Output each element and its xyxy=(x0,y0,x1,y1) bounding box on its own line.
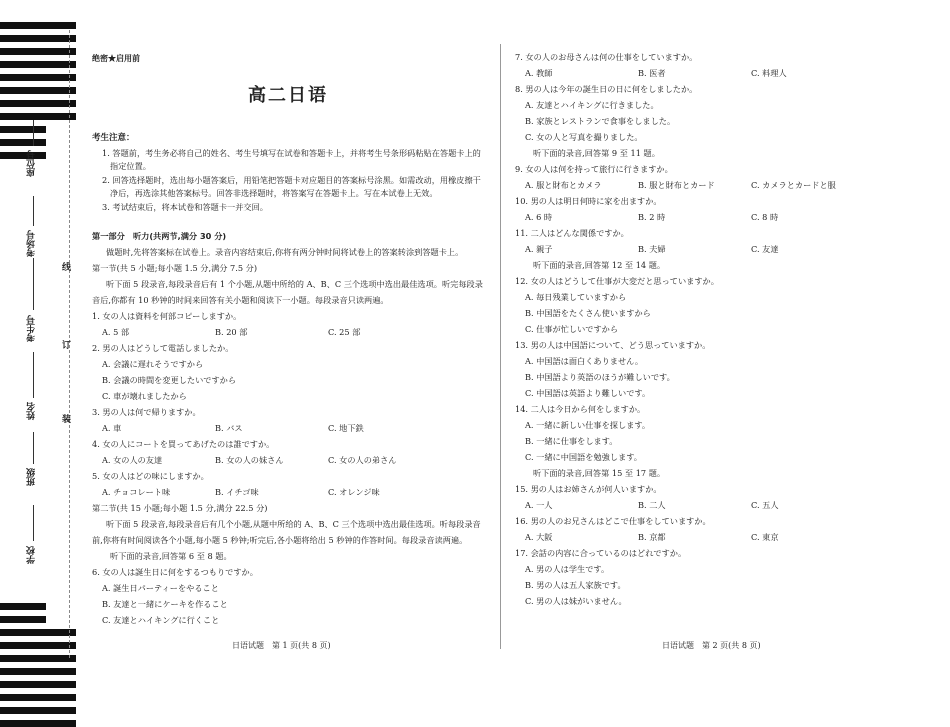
footer-left: 日语试题 第 1 页(共 8 页) xyxy=(232,641,331,650)
answer-option: B. 友達と一緒にケーキを作ること xyxy=(102,599,228,609)
answer-option: A. 毎日残業していますから xyxy=(525,292,627,302)
answer-option: C. 一緒に中国語を勉強します。 xyxy=(525,452,642,462)
answer-option: B. 夫婦 xyxy=(638,244,666,254)
page-title: 高二日语 xyxy=(248,85,328,106)
question-text: 16. 男の人のお兄さんはどこで仕事をしていますか。 xyxy=(515,516,711,526)
answer-option: B. 会議の時間を変更したいですから xyxy=(102,375,237,385)
footer-right: 日语试题 第 2 页(共 8 页) xyxy=(662,641,761,650)
name-label: 姓名 xyxy=(27,402,37,420)
answer-option: B. イチゴ味 xyxy=(215,487,259,497)
answer-option: A. 誕生日パーティーをやること xyxy=(102,583,219,593)
listen-instruction: 听下面的录音,回答第 6 至 8 题。 xyxy=(110,551,232,561)
answer-option: C. 友達とハイキングに行くこと xyxy=(102,615,220,625)
column-divider xyxy=(500,44,501,649)
answer-option: B. 京都 xyxy=(638,532,666,542)
exam-room-label: 考场号 xyxy=(27,230,37,257)
question-6 xyxy=(92,564,484,628)
answer-option: A. 大阪 xyxy=(525,532,553,542)
listen-instruction: 听下面的录音,回答第 9 至 11 题。 xyxy=(533,148,660,158)
option-row xyxy=(515,209,895,225)
answer-option: C. 東京 xyxy=(751,532,779,542)
answer-option: C. 友達 xyxy=(751,244,779,254)
answer-option: C. 五人 xyxy=(751,500,779,510)
school-label: 学校 xyxy=(27,546,37,564)
question-text: 9. 女の人は何を持って旅行に行きますか。 xyxy=(515,164,673,174)
answer-option: C. オレンジ味 xyxy=(328,487,380,497)
question-text: 11. 二人はどんな関係ですか。 xyxy=(515,228,629,238)
option-row xyxy=(92,452,484,468)
question-text: 2. 男の人はどうして電話しましたか。 xyxy=(92,343,234,353)
answer-option: A. 一人 xyxy=(525,500,553,510)
question-text: 17. 会話の内容に合っているのはどれですか。 xyxy=(515,548,687,558)
answer-option: C. 地下鉄 xyxy=(328,423,364,433)
section2-heading: 第二节(共 15 小题;每小题 1.5 分,满分 22.5 分) xyxy=(92,503,268,513)
question-text: 5. 女の人はどの味にしますか。 xyxy=(92,471,209,481)
left-column xyxy=(92,48,484,628)
part1-heading: 第一部分 听力(共两节,满分 30 分) xyxy=(92,231,227,241)
question-text: 14. 二人は今日から何をしますか。 xyxy=(515,404,646,414)
section1-heading: 第一节(共 5 小题;每小题 1.5 分,满分 7.5 分) xyxy=(92,263,258,273)
answer-option: B. 2 時 xyxy=(638,212,666,222)
answer-option: B. 服と財布とカード xyxy=(638,180,715,190)
student-number-label: 考生号 xyxy=(27,315,37,342)
answer-option: C. 中国語は英語より難しいです。 xyxy=(525,388,651,398)
question-text: 3. 男の人は何で帰りますか。 xyxy=(92,407,201,417)
answer-option: B. 医者 xyxy=(638,68,666,78)
option-row xyxy=(92,484,484,500)
answer-option: B. 中国語をたくさん使いますから xyxy=(525,308,651,318)
question-text: 7. 女の人のお母さんは何の仕事をしていますか。 xyxy=(515,52,698,62)
answer-option: A. 会議に遅れそうですから xyxy=(102,359,204,369)
answer-option: A. 教師 xyxy=(525,68,553,78)
answer-option: A. 服と財布とカメラ xyxy=(525,180,602,190)
answer-option: B. 二人 xyxy=(638,500,666,510)
answer-option: C. カメラとカードと服 xyxy=(751,180,836,190)
seat-number-label: 座位号 xyxy=(27,150,37,177)
answer-option: B. 男の人は五人家族です。 xyxy=(525,580,626,590)
option-row xyxy=(515,177,895,193)
answer-option: C. 女の人の弟さん xyxy=(328,455,397,465)
notice-item: 1. 答题前，考生务必将自己的姓名、考生号填写在试卷和答题卡上，并将考生号条形码粘贴在答题卡上的指定位置。 xyxy=(102,148,481,171)
answer-option: C. 男の人は妹がいません。 xyxy=(525,596,627,606)
question-list-1-5 xyxy=(92,308,484,500)
class-label: 班级 xyxy=(27,468,37,486)
question-text: 1. 女の人は資料を何部コピーしますか。 xyxy=(92,311,242,321)
answer-option: A. 中国語は面白くありません。 xyxy=(525,356,644,366)
question-text: 12. 女の人はどうして仕事が大変だと思っていますか。 xyxy=(515,276,719,286)
listen-instruction: 听下面的录音,回答第 15 至 17 题。 xyxy=(533,468,666,478)
answer-option: B. 中国語より英語のほうが難しいです。 xyxy=(525,372,675,382)
option-row xyxy=(515,241,895,257)
answer-option: B. バス xyxy=(215,423,243,433)
question-text: 4. 女の人にコートを買ってあげたのは誰ですか。 xyxy=(92,439,275,449)
binding-mark-line: 线 xyxy=(62,263,72,273)
answer-option: C. 8 時 xyxy=(751,212,779,222)
answer-option: C. 料理人 xyxy=(751,68,787,78)
answer-option: B. 女の人の妹さん xyxy=(215,455,284,465)
answer-option: C. 女の人と写真を撮りました。 xyxy=(525,132,643,142)
answer-option: B. 一緒に仕事をします。 xyxy=(525,436,618,446)
question-text: 13. 男の人は中国語について、どう思っていますか。 xyxy=(515,340,711,350)
binding-mark-staple: 订 xyxy=(62,341,72,351)
option-row xyxy=(92,324,484,340)
answer-option: A. 友達とハイキングに行きました。 xyxy=(525,100,659,110)
secret-label: 绝密★启用前 xyxy=(92,53,140,63)
option-row xyxy=(92,420,484,436)
question-text: 8. 男の人は今年の誕生日の日に何をしましたか。 xyxy=(515,84,698,94)
notice-heading: 考生注意： xyxy=(92,133,135,143)
answer-option: A. チョコレート味 xyxy=(102,487,171,497)
option-row xyxy=(515,497,895,513)
right-column xyxy=(515,49,895,609)
part1-intro: 做题时,先将答案标在试卷上。录音内容结束后,你将有两分钟时间将试卷上的答案转涂到答题卡上。 xyxy=(106,247,464,257)
notice-item: 3. 考试结束后，将本试卷和答题卡一并交回。 xyxy=(102,202,268,212)
option-row xyxy=(515,65,895,81)
answer-option: B. 家族とレストランで食事をしました。 xyxy=(525,116,676,126)
answer-option: A. 親子 xyxy=(525,244,553,254)
section2-intro: 听下面 5 段录音,每段录音后有几个小题,从题中所给的 A、B、C 三个选项中选出最佳选项。听每段录音前,你将有时间阅读各个小题,每小题 5 秒钟;听完后,各小题将给出 5 秒钟的作答时间。每段录音读两遍。 xyxy=(92,519,481,545)
question-text: 6. 女の人は誕生日に何をするつもりですか。 xyxy=(92,567,258,577)
answer-option: A. 一緒に新しい仕事を探します。 xyxy=(525,420,651,430)
answer-option: C. 車が壊れましたから xyxy=(102,391,187,401)
answer-option: C. 25 部 xyxy=(328,327,361,337)
binding-mark-bind: 装 xyxy=(62,415,72,425)
notice-item: 2. 回答选择题时，选出每小题答案后，用铅笔把答题卡对应题目的答案标号涂黑。如需改动，用橡皮擦干净后，再选涂其他答案标号。回答非选择题时，将答案写在答题卡上。写在本试卷上无效。 xyxy=(102,175,481,198)
answer-option: A. 車 xyxy=(102,423,122,433)
answer-option: A. 男の人は学生です。 xyxy=(525,564,610,574)
answer-option: C. 仕事が忙しいですから xyxy=(525,324,619,334)
question-text: 10. 男の人は明日何時に家を出ますか。 xyxy=(515,196,662,206)
answer-option: A. 女の人の友達 xyxy=(102,455,163,465)
option-row xyxy=(515,529,895,545)
question-text: 15. 男の人はお姉さんが何人いますか。 xyxy=(515,484,662,494)
answer-option: B. 20 部 xyxy=(215,327,248,337)
listen-instruction: 听下面的录音,回答第 12 至 14 题。 xyxy=(533,260,666,270)
answer-option: A. 5 部 xyxy=(102,327,130,337)
answer-option: A. 6 時 xyxy=(525,212,553,222)
section1-intro: 听下面 5 段录音,每段录音后有 1 个小题,从题中所给的 A、B、C 三个选项中选出最佳选项。听完每段录音后,你都有 10 秒钟的时间来回答有关小题和阅读下一小题。每段录音只读两遍。 xyxy=(92,279,483,305)
